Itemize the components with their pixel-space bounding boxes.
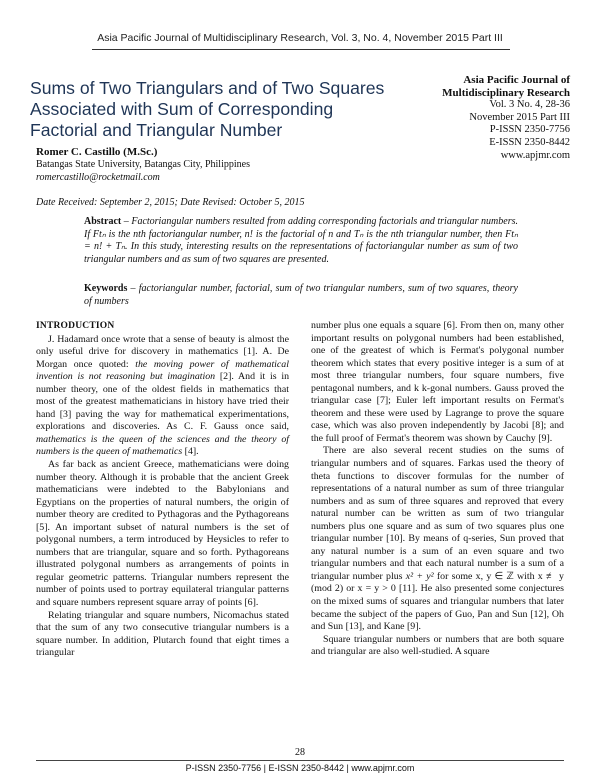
journal-name-line-1: Asia Pacific Journal of [463, 74, 570, 86]
journal-pissn: P-ISSN 2350-7756 [489, 124, 570, 136]
right-column [311, 320, 564, 659]
journal-eissn: E-ISSN 2350-8442 [489, 136, 570, 148]
header-rule [92, 49, 510, 50]
dates-line: Date Received: September 2, 2015; Date Revised: October 5, 2015 [36, 197, 305, 208]
author-email[interactable]: romercastillo@rocketmail.com [36, 172, 160, 183]
journal-name-line-2: Multidisciplinary Research [442, 86, 570, 99]
page-number: 28 [295, 747, 305, 758]
footer: P-ISSN 2350-7756 | E-ISSN 2350-8442 | www.apjmr.com [185, 763, 415, 773]
intro-heading: INTRODUCTION [36, 321, 115, 331]
abstract [84, 216, 518, 266]
quote-gauss: mathematics is the queen of the sciences and the theory of numbers is the queen of mathematics [36, 433, 289, 458]
running-head: Asia Pacific Journal of Multidisciplinary Research, Vol. 3, No. 4, November 2015 Part III [97, 32, 503, 44]
abstract-text: – Factoriangular numbers resulted from adding corresponding factorials and triangular numbers. If Ftₙ is the nth factoriangular number, n! is the factorial of n and Tₙ is the nth triangular number, then Ftₙ = n! + Tₙ. In this study, interesting results on the representations of factoriangular number as sum of two triangular numbers and as sum of two squares are presented. [84, 216, 518, 265]
keywords [84, 283, 518, 308]
paragraph: Relating triangular and square numbers, Nicomachus stated that the sum of any two consecutive triangular numbers is a square number. In addition, Plutarch found that eight times a triangular [36, 609, 289, 659]
paper-title [30, 78, 385, 141]
left-column [36, 320, 289, 660]
title-line-3: Factorial and Triangular Number [30, 120, 283, 140]
paragraph [311, 445, 564, 633]
journal-website[interactable]: www.apjmr.com [500, 149, 570, 161]
paragraph [36, 334, 289, 459]
paragraph: As far back as ancient Greece, mathematicians were doing number theory. Although it is probable that the ancient Greek mathematicians were indebted to the Babylonians and Egyptians on the properties of natural numbers, the origin of number theory are credited to Pythagoras and the Pythagoreans [5]. An important subset of natural numbers is the set of polygonal numbers, a term introduced by Heysicles to refer to numbers that are triangular, square and so forth. Pythagoreans illustrated polygonal numbers as arrangements of points in regular geometric patterns. Triangular numbers represent the number of points used to portray equilateral triangular patterns and square numbers represent square array of points [6]. [36, 459, 289, 609]
author-name: Romer C. Castillo (M.Sc.) [36, 146, 158, 158]
journal-issue: November 2015 Part III [469, 111, 570, 123]
journal-volume: Vol. 3 No. 4, 28-36 [489, 99, 570, 111]
text-run: [4]. [182, 446, 199, 458]
footer-rule [36, 760, 564, 761]
title-line-1: Sums of Two Triangulars and of Two Squares [30, 78, 385, 98]
text-run: There are also several recent studies on the sums of triangular numbers and of squares. Farkas used the theory of theta functions to discover formulas for the number of representations of a natural number as sum of three triangular numbers and as sum of three squares and reproved that every natural number can be written as sum of two triangular numbers plus one square and as sum of two squares plus one triangular number [10]. By means of q-series, Sun proved that any natural number is a sum of an even square and two triangular numbers and that each natural number is a sum of a triangular number plus [311, 445, 564, 582]
text-run: for some x, y ∈ ℤ with x ≢ y (mod 2) or x = y > 0 [11]. He also presented some conjectures on the mixed sums of squares and triangular numbers that later became the subject of the papers of Guo, Pan and Sun [12], Oh and Sun [13], and Kane [9]. [311, 570, 564, 633]
formula: x² + y² [405, 570, 434, 582]
quote-de-morgan: the moving power of mathematical invention is not reasoning but imagination [36, 358, 289, 383]
keywords-label: Keywords [84, 283, 128, 294]
paragraph: number plus one equals a square [6]. From then on, many other important results on polygonal numbers had been established, one of the greatest of which is Fermat's polygonal number theorem which states that every positive integer is a sum of at most three triangular numbers, four square numbers, five pentagonal numbers, and k k-gonal numbers. Gauss proved the triangular case [7]; Euler left important results on Fermat's theorem and these were used by Lagrange to prove the square case, which was also proven independently by Jacobi [8]; and the full proof of Fermat's theorem was shown by Cauchy [9]. [311, 320, 564, 444]
author-affiliation: Batangas State University, Batangas City, Philippines [36, 159, 250, 170]
abstract-label: Abstract [84, 216, 122, 227]
title-line-2: Associated with Sum of Corresponding [30, 99, 334, 119]
text-run: [2]. And it is in number theory, one of the oldest fields in mathematics that most of the greatest mathematicians in history have tried their hand [3] paving the way for mathematical experimentations, explorations and discoveries. As C. F. Gauss once said, [36, 371, 290, 433]
text-run: J. Hadamard once wrote that a sense of beauty is almost the only useful drive for discovery in mathematics [1]. A. De Morgan once quoted: [36, 333, 289, 370]
journal-info-box [370, 74, 570, 162]
keywords-text: – factoriangular number, factorial, sum of two triangular numbers, sum of two squares, theory of numbers [84, 283, 518, 307]
paragraph: Square triangular numbers or numbers that are both square and triangular are also well-studied. A square [311, 633, 564, 658]
